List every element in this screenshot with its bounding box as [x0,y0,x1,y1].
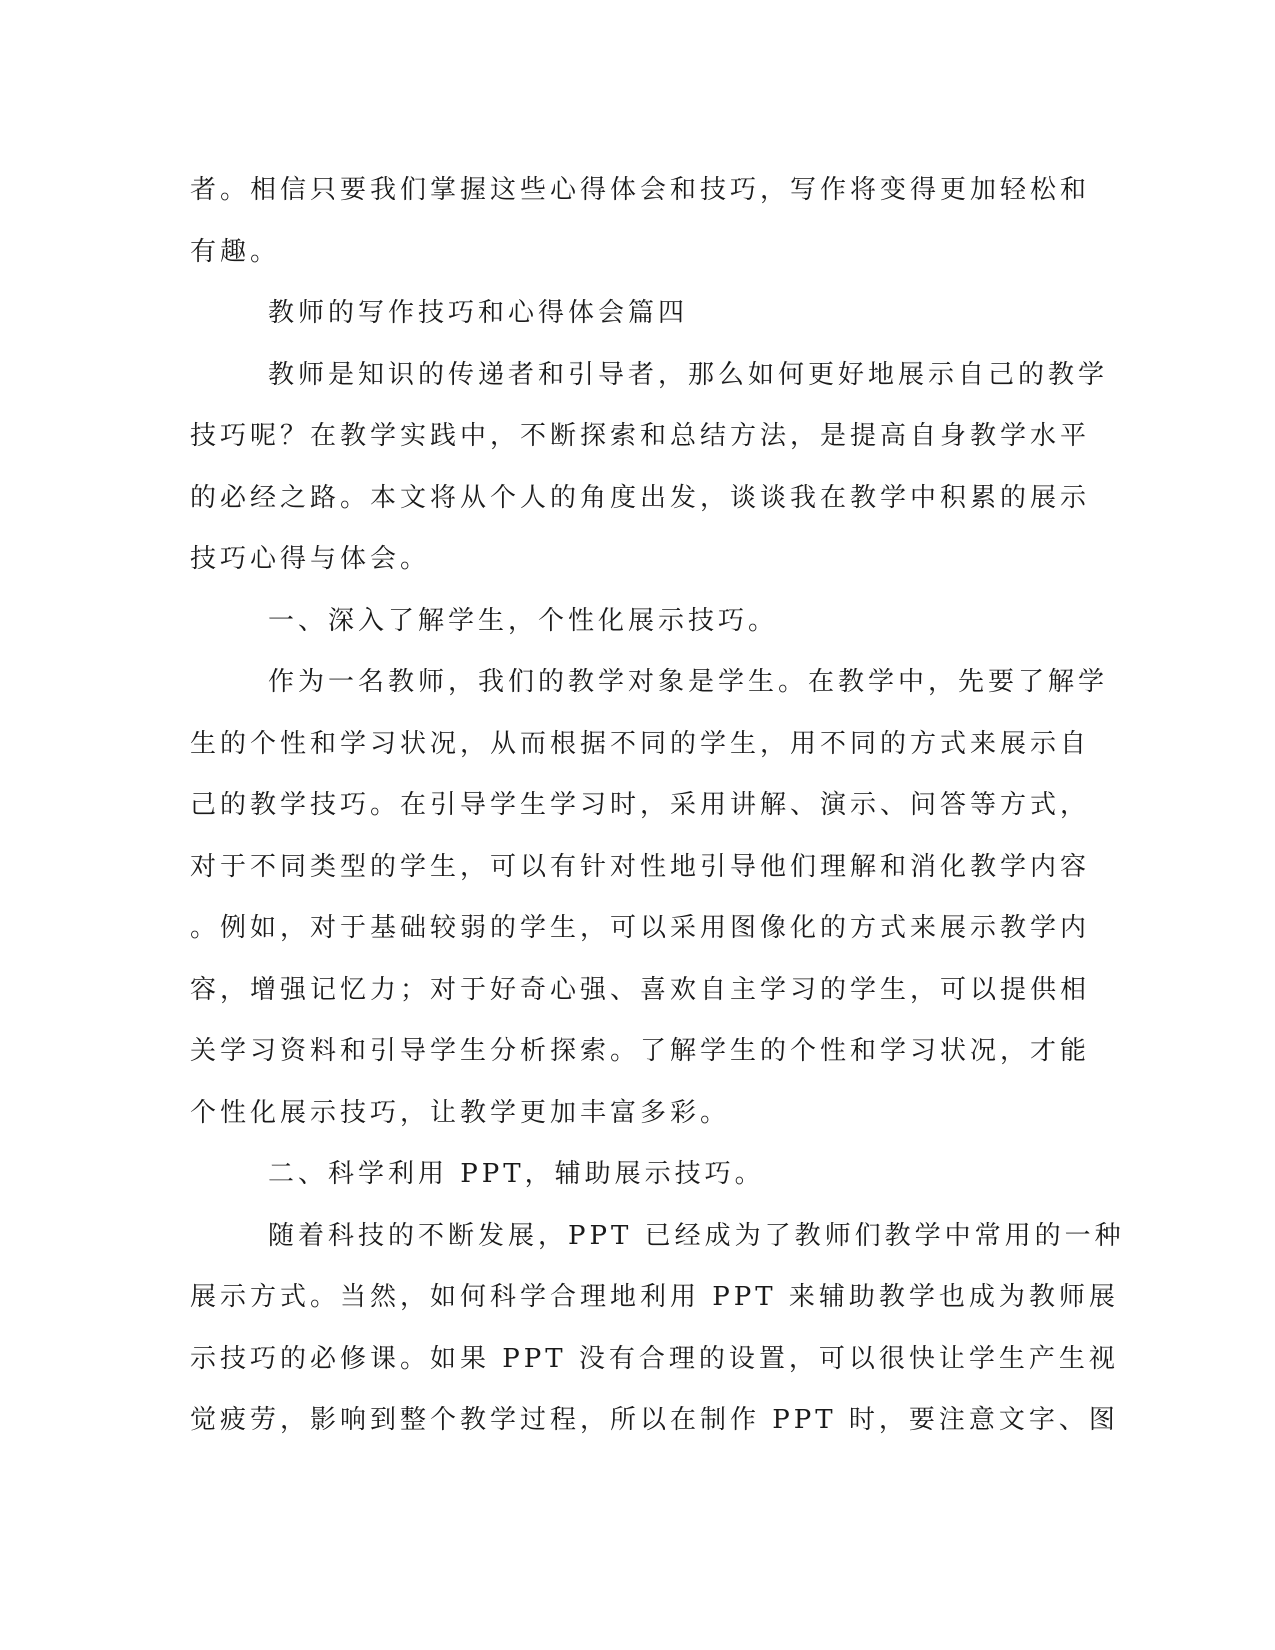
text-line: 觉疲劳，影响到整个教学过程，所以在制作 PPT 时，要注意文字、图 [190,1405,1119,1435]
text-line: 技巧呢？在教学实践中，不断探索和总结方法，是提高自身教学水平 [190,421,1091,451]
text-line: 展示方式。当然，如何科学合理地利用 PPT 来辅助教学也成为教师展 [190,1282,1119,1312]
text-line: 容，增强记忆力；对于好奇心强、喜欢自主学习的学生，可以提供相 [190,974,1091,1005]
paragraph-start: 教师是知识的传递者和引导者，那么如何更好地展示自己的教学 [268,359,1109,390]
text-line: 示技巧的必修课。如果 PPT 没有合理的设置，可以很快让学生产生视 [190,1343,1119,1374]
text-line: 。例如，对于基础较弱的学生，可以采用图像化的方式来展示教学内 [190,913,1091,943]
section-heading: 教师的写作技巧和心得体会篇四 [268,298,689,328]
text-line: 生的个性和学习状况，从而根据不同的学生，用不同的方式来展示自 [190,728,1091,759]
text-line: 有趣。 [190,236,281,267]
document-body [190,160,1125,1452]
subsection-heading: 二、科学利用 PPT，辅助展示技巧。 [268,1159,765,1189]
text-line: 技巧心得与体会。 [190,544,431,574]
text-line: 的必经之路。本文将从个人的角度出发，谈谈我在教学中积累的展示 [190,482,1091,513]
text-line: 己的教学技巧。在引导学生学习时，采用讲解、演示、问答等方式， [190,790,1091,820]
text-line: 关学习资料和引导学生分析探索。了解学生的个性和学习状况，才能 [190,1036,1091,1066]
subsection-heading: 一、深入了解学生，个性化展示技巧。 [268,605,779,636]
paragraph-start: 随着科技的不断发展，PPT 已经成为了教师们教学中常用的一种 [268,1220,1125,1251]
text-line: 个性化展示技巧，让教学更加丰富多彩。 [190,1097,731,1128]
text-line: 者。相信只要我们掌握这些心得体会和技巧，写作将变得更加轻松和 [190,175,1091,205]
paragraph-start: 作为一名教师，我们的教学对象是学生。在教学中，先要了解学 [268,667,1109,697]
text-line: 对于不同类型的学生，可以有针对性地引导他们理解和消化教学内容 [190,851,1091,882]
